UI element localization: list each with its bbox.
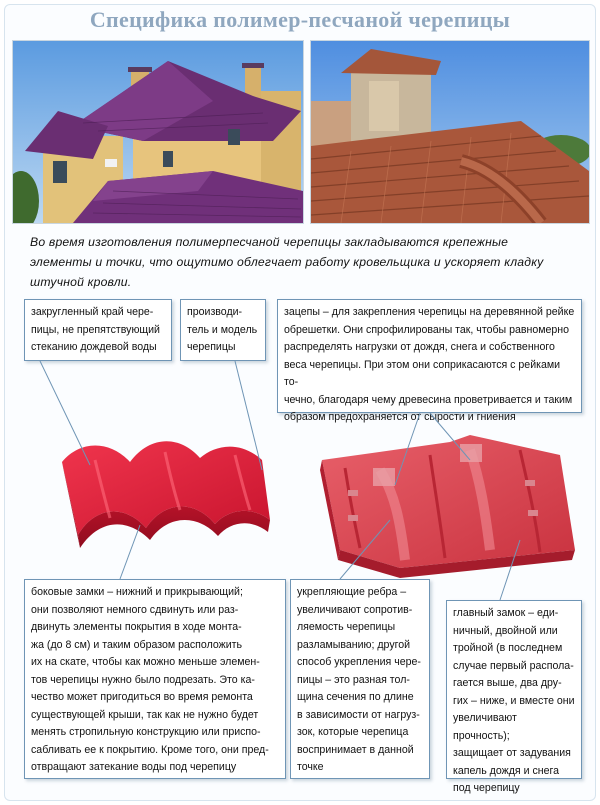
house-image [13,41,303,223]
callout-rounded-edge: закругленный край чере- пицы, не препятствующий стеканию дождевой воды [24,299,172,361]
callout-hooks: зацепы – для закрепления черепицы на деревянной рейке обрешетки. Они спрофилированы так, чтобы равномерно распределять нагрузки от дождя, снега и собственного веса черепицы. При этом они соприкасаются с рейками то- чечно, благодаря чему древесина проветривается и таким образом предохраняется от сырости и гниения [277,299,582,413]
photo-house [12,40,304,224]
callout-manufacturer: производи- тель и модель черепицы [180,299,266,361]
tile-top-view [62,441,270,548]
tile-illustrations [0,400,600,600]
photo-roof [310,40,590,224]
callout-side-locks: боковые замки – нижний и прикрывающий; они позволяют немного сдвинуть или раз- двинуть элементы покрытия в ходе монта- жа (до 8 см) и таким образом расположить их на скате, чтобы как можно меньше элемен- тов черепицы нужно было подрезать. Это ка- чество может пригодиться во время ремонта существующей крыши, так как не нужно будет менять стропильную конструкцию или приспо- сабливать ее к покрытию. Кроме того, они пред- отвращают затекание воды под черепицу [24,579,286,779]
tile-underside-view [320,435,575,578]
roof-image [311,41,589,223]
page-title: Специфика полимер-песчаной черепицы [89,7,511,32]
callout-ribs: укрепляющие ребра – увеличивают сопротив- ляемость черепицы разламыванию; другой способ укрепления чере- пицы – это разная тол- щина сечения по длине в зависимости от нагруз- зок, которые черепица воспринимает в данной точке [290,579,430,779]
intro-text: Во время изготовления полимерпесчаной черепицы закладываются крепежные элементы и точки, что ощутимо облегчает работу кровельщика и ускоряет кладку штучной кровли. [30,235,544,289]
callout-main-lock: главный замок – еди- ничный, двойной или тройной (в последнем случае первый распола- гается выше, два дру- гих – ниже, и вместе они увеличивают прочность); защищает от задувания капель дождя и снега под черепицу [446,600,582,779]
